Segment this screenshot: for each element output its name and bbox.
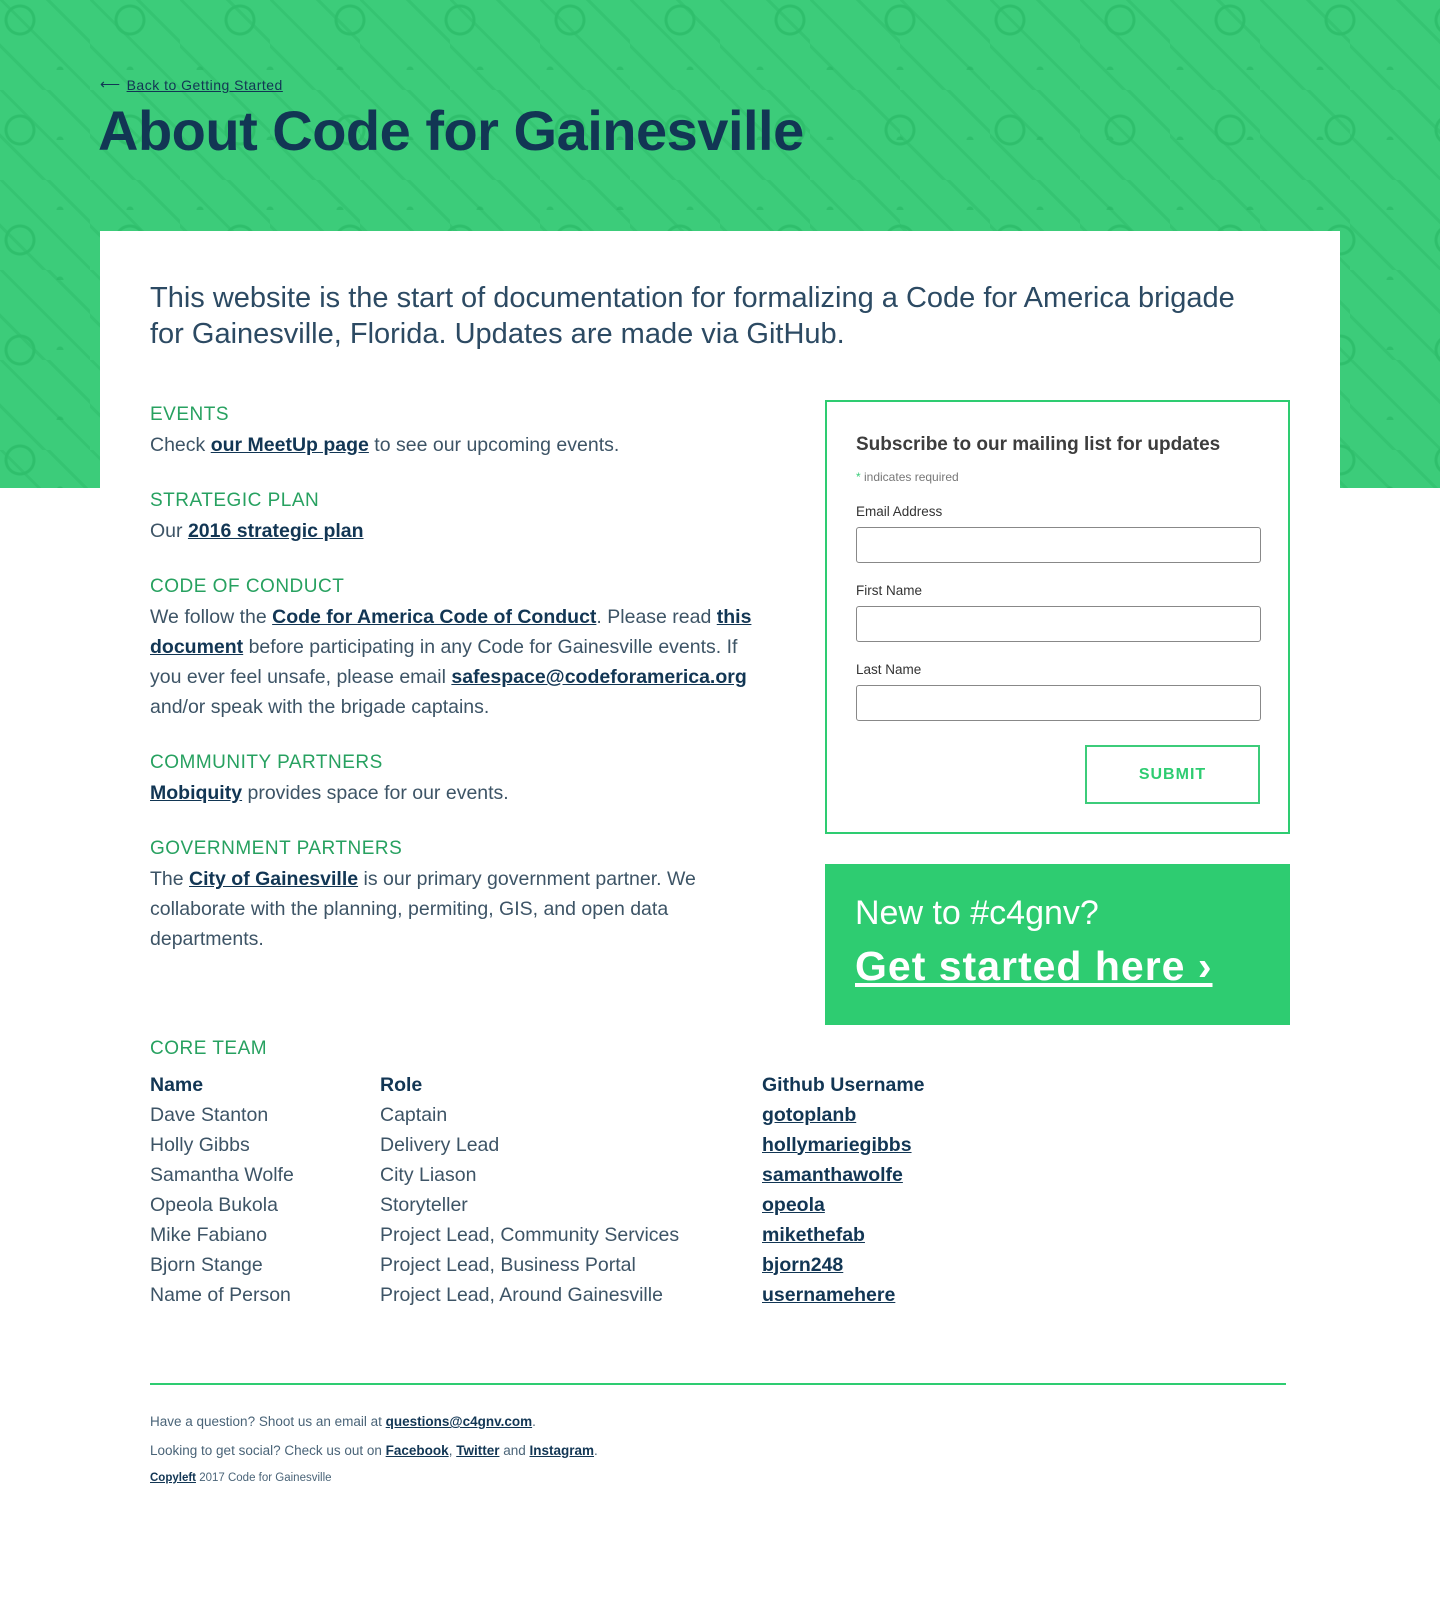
member-name: Dave Stanton	[150, 1103, 269, 1126]
email-input[interactable]	[856, 527, 1261, 563]
github-username-link[interactable]: gotoplanb	[762, 1103, 857, 1126]
github-username-link[interactable]: mikethefab	[762, 1223, 865, 1246]
text: Our	[150, 520, 188, 542]
get-started-banner	[825, 864, 1290, 1025]
events-section	[150, 404, 760, 460]
member-name: Bjorn Stange	[150, 1253, 263, 1276]
text: .	[594, 1443, 598, 1458]
core-team	[150, 1038, 925, 1310]
first-name-label: First Name	[856, 583, 923, 598]
twitter-link[interactable]: Twitter	[456, 1443, 500, 1458]
github-username-link[interactable]: samanthawolfe	[762, 1163, 903, 1186]
last-name-input[interactable]	[856, 685, 1261, 721]
team-table	[150, 1070, 925, 1310]
github-cell	[762, 1190, 925, 1220]
conduct-section	[150, 576, 760, 722]
github-cell	[762, 1160, 925, 1190]
lead-text: This website is the start of documentation for formalizing a Code for America brigade for Gainesville, Florida. Updates are made via GitHub.	[150, 282, 1235, 350]
required-note	[856, 470, 1259, 484]
member-name: Holly Gibbs	[150, 1133, 250, 1156]
text: and	[499, 1443, 530, 1458]
last-name-label: Last Name	[856, 662, 922, 677]
github-cell	[762, 1100, 925, 1130]
plan-section	[150, 490, 760, 546]
member-name: Name of Person	[150, 1283, 291, 1306]
table-row	[150, 1100, 925, 1130]
text: . Please read	[596, 606, 717, 628]
cta-text: New to #c4gnv?	[855, 894, 1099, 932]
info-column	[150, 404, 760, 984]
member-role: Project Lead, Around Gainesville	[380, 1283, 663, 1306]
github-cell	[762, 1220, 925, 1250]
text: before participating in any Code for Gainesville events. If you ever feel unsafe, please email	[150, 636, 738, 688]
github-cell	[762, 1280, 925, 1310]
table-row	[150, 1220, 925, 1250]
github-username-link[interactable]: opeola	[762, 1193, 825, 1216]
github-cell	[762, 1130, 925, 1160]
text: Looking to get social? Check us out on	[150, 1443, 386, 1458]
github-username-link[interactable]: usernamehere	[762, 1283, 896, 1306]
safespace-email-link[interactable]: safespace@codeforamerica.org	[451, 666, 747, 688]
subscribe-form	[825, 400, 1290, 834]
code-of-conduct-link[interactable]: Code for America Code of Conduct	[272, 606, 597, 628]
text: and/or speak with the brigade captains.	[150, 696, 490, 718]
table-row	[150, 1250, 925, 1280]
copyleft-link[interactable]: Copyleft	[150, 1472, 196, 1484]
text: Check	[150, 434, 211, 456]
github-username-link[interactable]: bjorn248	[762, 1253, 844, 1276]
section-heading: COMMUNITY PARTNERS	[150, 752, 383, 773]
column-header: Role	[380, 1073, 423, 1096]
column-header: Github Username	[762, 1073, 925, 1096]
meetup-link[interactable]: our MeetUp page	[210, 434, 369, 456]
form-title: Subscribe to our mailing list for updates	[856, 434, 1221, 455]
section-heading: EVENTS	[150, 404, 230, 425]
page-title: About Code for Gainesville	[98, 99, 804, 162]
section-heading: GOVERNMENT PARTNERS	[150, 838, 403, 859]
member-name: Mike Fabiano	[150, 1223, 268, 1246]
text: provides space for our events.	[242, 782, 509, 804]
table-row	[150, 1280, 925, 1310]
table-row	[150, 1190, 925, 1220]
mobiquity-link[interactable]: Mobiquity	[150, 782, 243, 804]
text: ,	[448, 1443, 457, 1458]
text: 2017 Code for Gainesville	[196, 1472, 332, 1484]
required-text: indicates required	[860, 470, 959, 484]
submit-button[interactable]: SUBMIT	[1085, 745, 1260, 804]
column-header: Name	[150, 1073, 204, 1096]
member-name: Opeola Bukola	[150, 1193, 278, 1216]
email-label: Email Address	[856, 504, 943, 519]
first-name-input[interactable]	[856, 606, 1261, 642]
member-role: Storyteller	[380, 1193, 468, 1216]
github-cell	[762, 1250, 925, 1280]
member-role: City Liason	[380, 1163, 477, 1186]
text: The	[150, 868, 190, 890]
section-heading: STRATEGIC PLAN	[150, 490, 320, 511]
back-link[interactable]	[100, 76, 283, 93]
member-role: Delivery Lead	[380, 1133, 500, 1156]
member-role: Project Lead, Business Portal	[380, 1253, 636, 1276]
footer-divider	[150, 1383, 1286, 1385]
footer	[150, 1414, 598, 1498]
section-heading: CODE OF CONDUCT	[150, 576, 345, 597]
back-link-text[interactable]: Back to Getting Started	[126, 76, 283, 93]
document-link[interactable]: this document	[150, 606, 752, 658]
arrow-left-icon: ⟵	[100, 76, 121, 92]
facebook-link[interactable]: Facebook	[385, 1443, 449, 1458]
questions-email-link[interactable]: questions@c4gnv.com	[385, 1414, 533, 1429]
asterisk: *	[856, 470, 861, 484]
text: .	[532, 1414, 536, 1429]
community-section	[150, 752, 760, 808]
member-role: Project Lead, Community Services	[380, 1223, 680, 1246]
text: We follow the	[150, 606, 273, 628]
city-link[interactable]: City of Gainesville	[189, 868, 359, 890]
text: is our primary government partner. We collaborate with the planning, permiting, GIS, and open data departments.	[150, 868, 696, 950]
text: to see our upcoming events.	[368, 434, 620, 456]
section-heading: CORE TEAM	[150, 1038, 268, 1059]
instagram-link[interactable]: Instagram	[529, 1443, 595, 1458]
table-row	[150, 1160, 925, 1190]
member-name: Samantha Wolfe	[150, 1163, 294, 1186]
text: Have a question? Shoot us an email at	[150, 1414, 386, 1429]
get-started-link[interactable]: Get started here ›	[855, 943, 1213, 989]
member-role: Captain	[380, 1103, 448, 1126]
government-section	[150, 838, 760, 954]
strategic-plan-link[interactable]: 2016 strategic plan	[187, 520, 364, 542]
github-username-link[interactable]: hollymariegibbs	[762, 1133, 912, 1156]
table-row	[150, 1130, 925, 1160]
